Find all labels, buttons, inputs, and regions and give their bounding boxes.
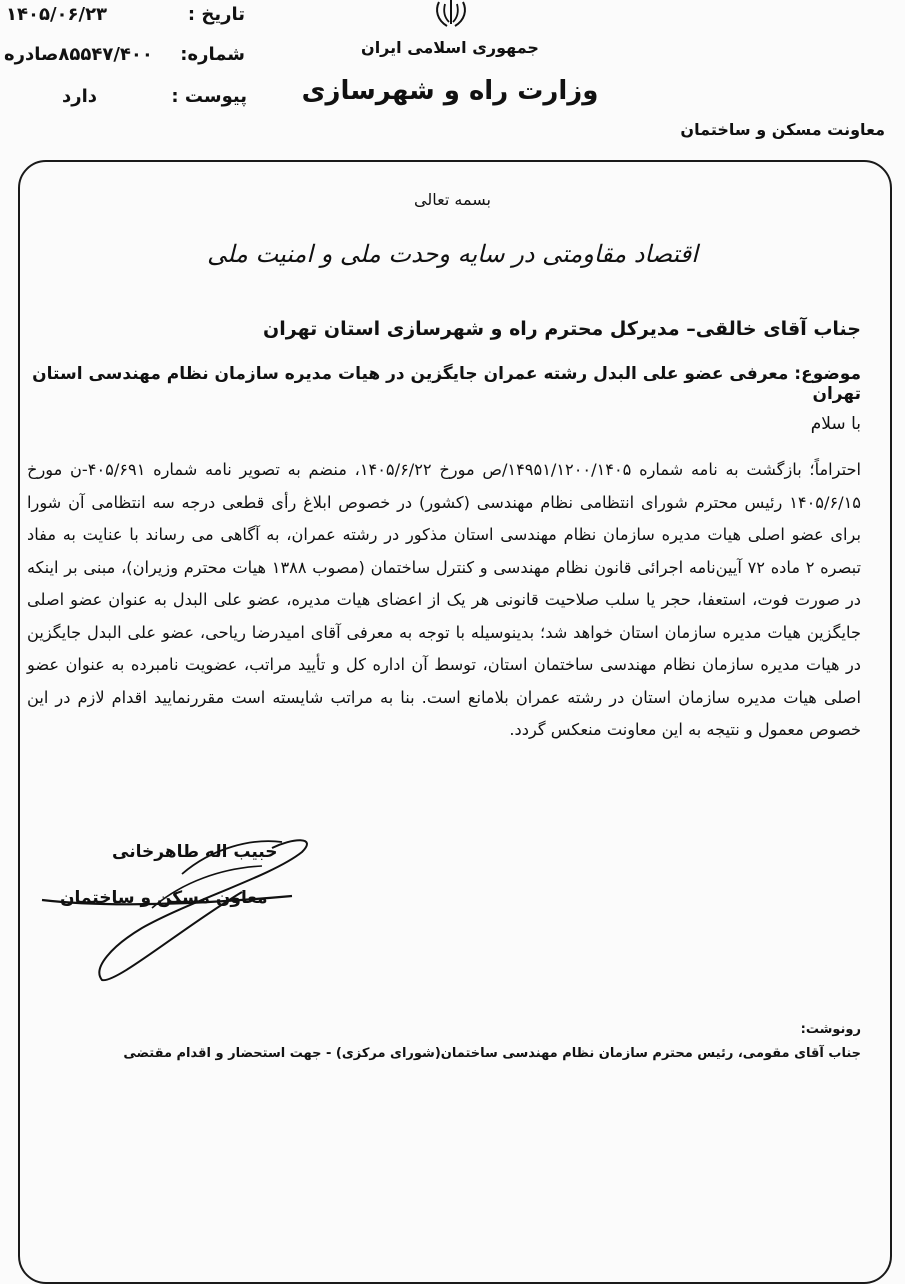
letter-body: احتراماً؛ بازگشت به نامه شماره ۱۴۹۵۱/۱۲۰۰/۱۴۰۵/ص مورخ ۱۴۰۵/۶/۲۲، منضم به تصویر نامه شماره ۴۰۵/۶۹۱-ن مورخ ۱۴۰۵/۶/۱۵ رئیس محترم شورای انتظامی نظام مهندسی (کشور) در خصوص ابلاغ رأی قطعی درجه سه انتظامی آن شورا برای عضو اصلی هیات مدیره سازمان نظام مهندسی استان مذکور در رشته عمران، به آگاهی می رساند با عنایت به مفاد تبصره ۲ ماده ۷۲ آیین‌نامه اجرائی قانون نظام مهندسی و کنترل ساختمان (مصوب ۱۳۸۸ هیات محترم وزیران)، مبنی بر اینکه در صورت فوت، استعفا، حجر یا سلب صلاحیت قانونی هر یک از اعضای هیات مدیره، عضو علی البدل به عنوان عضو اصلی جایگزین هیات مدیره سازمان استان خواهد شد؛ بدینوسیله با توجه به معرفی آقای امیدرضا ریاحی، عضو علی البدل جایگزین در هیات مدیره سازمان نظام مهندسی ساختمان استان، توسط آن اداره کل و تأیید مراتب، عضویت نامبرده به عنوان عضو اصلی هیات مدیره سازمان استان در رشته عمران بلامانع است. بنا به مراتب شایسته است مقررنمایید اقدام لازم در این خصوص معمول و نتیجه به این معاونت منعکس گردد. [27,460,861,739]
deputy-office: معاونت مسکن و ساختمان [680,120,885,139]
ministry-title: وزارت راه و شهرسازی [301,76,599,106]
number-label: شماره: [180,44,245,65]
bismillah: بسمه تعالی [414,190,491,209]
number-value: ۸۵۵۴۷/۴۰۰صادره [4,44,153,65]
greeting: با سلام [810,414,861,434]
signatory-name: حبیب اله طاهرخانی [112,842,278,862]
recipient: جناب آقای خالقی– مدیرکل محترم راه و شهرسازی استان تهران [263,318,861,340]
date-label: تاریخ : [187,4,245,25]
attachment-value: دارد [62,86,98,107]
slogan: اقتصاد مقاومتی در سایه وحدت ملی و امنیت ملی [207,240,698,268]
iran-emblem-icon [433,0,469,30]
cc-label: رونوشت: [800,1022,861,1037]
subject: موضوع: معرفی عضو علی البدل رشته عمران جایگزین در هیات مدیره سازمان نظام مهندسی استان تهران [32,364,861,404]
date-value: ۱۴۰۵/۰۶/۲۳ [6,4,108,25]
attachment-label: پیوست : [171,86,247,107]
cc-text: جناب آقای مقومی، رئیس محترم سازمان نظام مهندسی ساختمان(شورای مرکزی) - جهت استحضار و اقدام مقتضی [123,1046,861,1061]
republic-title: جمهوری اسلامی ایران [361,38,539,57]
signatory-title: معاون مسکن و ساختمان [60,888,268,908]
